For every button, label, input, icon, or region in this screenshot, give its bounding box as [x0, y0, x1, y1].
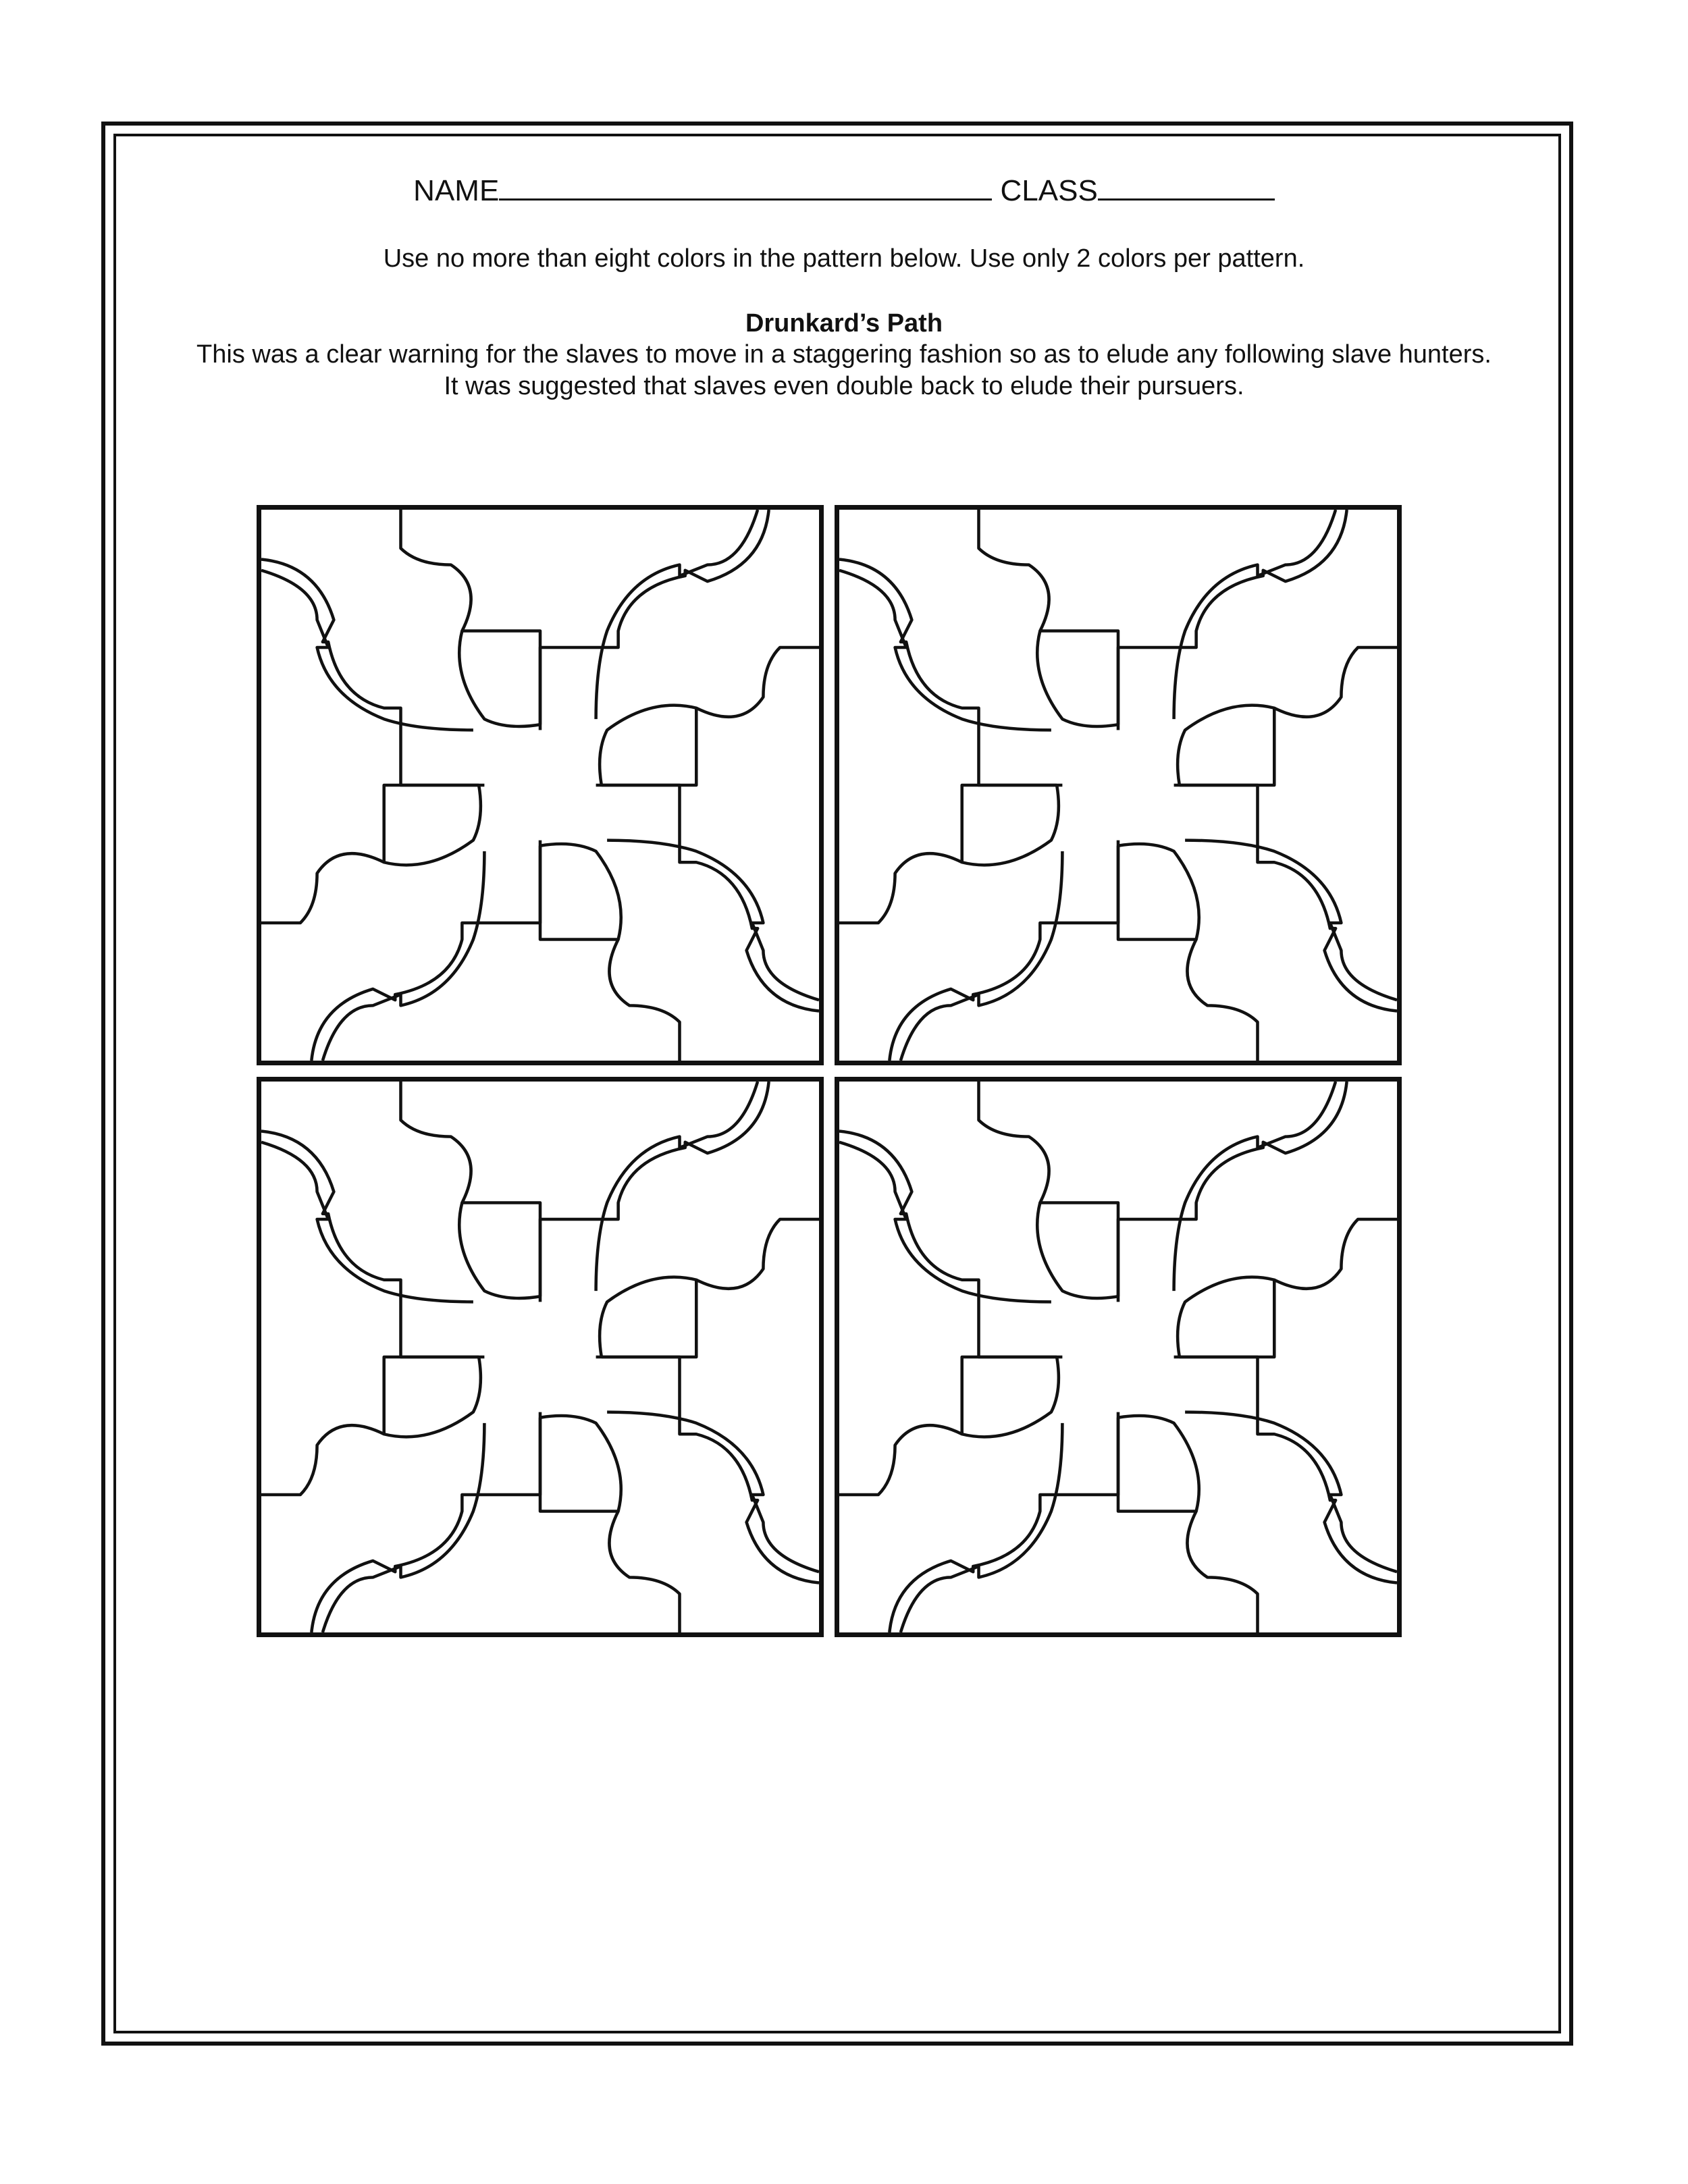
- pattern-curve-1: [602, 1219, 819, 1357]
- pattern-curve-3: [596, 510, 758, 719]
- pattern-arm-3: [901, 1357, 1397, 1632]
- pattern-curve-1: [401, 1082, 541, 1296]
- pattern-arm-4: [839, 1142, 1118, 1632]
- pattern-curve-2: [1118, 1082, 1347, 1302]
- quilt-pattern-2: [839, 510, 1397, 1061]
- pattern-curve-4: [1037, 631, 1118, 726]
- pattern-curve-3: [607, 1412, 819, 1572]
- pattern-arm-1: [261, 510, 758, 785]
- pattern-curve-1: [979, 1082, 1119, 1296]
- pattern-curve-3: [1185, 1412, 1397, 1572]
- pattern-curve-3: [261, 570, 473, 730]
- pattern-curve-2: [839, 559, 1062, 785]
- pattern-curve-4: [1118, 1416, 1199, 1511]
- pattern-curve-4: [962, 785, 1059, 865]
- pattern-curve-1: [401, 510, 541, 724]
- pattern-curve-4: [1037, 1203, 1118, 1298]
- instructions-text: Use no more than eight colors in the pattern below. Use only 2 colors per pattern.: [383, 244, 1305, 273]
- pattern-curve-4: [384, 785, 481, 865]
- pattern-arm-1: [839, 510, 1336, 785]
- pattern-curve-1: [261, 1357, 479, 1495]
- pattern-curve-4: [540, 844, 621, 939]
- pattern-curve-3: [261, 1142, 473, 1302]
- pattern-curve-1: [602, 647, 819, 785]
- pattern-curve-2: [1118, 510, 1347, 730]
- pattern-curve-4: [384, 1357, 481, 1437]
- pattern-curve-4: [600, 1277, 696, 1357]
- pattern-curve-3: [607, 841, 819, 1001]
- pattern-curve-2: [261, 559, 484, 785]
- pattern-curve-2: [261, 1131, 484, 1357]
- pattern-curve-1: [540, 846, 680, 1061]
- quilt-pattern-1: [261, 510, 819, 1061]
- pattern-curve-1: [839, 785, 1057, 923]
- pattern-curve-4: [1178, 705, 1274, 785]
- name-class-line: [0, 174, 1688, 208]
- quilt-block-4[interactable]: [835, 1077, 1402, 1637]
- pattern-curve-2: [596, 1357, 819, 1583]
- pattern-arm-1: [261, 1082, 758, 1357]
- pattern-curve-3: [1185, 841, 1397, 1001]
- description-line-1: This was a clear warning for the slaves to move in a staggering fashion so as to elude any following slave hunters.: [196, 340, 1492, 369]
- pattern-curve-2: [311, 841, 540, 1061]
- pattern-arm-3: [323, 785, 819, 1061]
- pattern-curve-2: [839, 1131, 1062, 1357]
- class-blank[interactable]: [1098, 176, 1275, 201]
- name-blank[interactable]: [499, 176, 992, 201]
- quilt-block-2[interactable]: [835, 505, 1402, 1065]
- pattern-curve-2: [596, 785, 819, 1011]
- pattern-arm-1: [839, 1082, 1336, 1357]
- pattern-curve-2: [889, 1412, 1118, 1632]
- pattern-curve-3: [901, 1423, 1063, 1632]
- class-label: CLASS: [1000, 174, 1098, 207]
- pattern-curve-3: [1174, 510, 1336, 719]
- pattern-curve-3: [596, 1082, 758, 1291]
- pattern-curve-4: [459, 631, 540, 726]
- quilt-pattern-4: [839, 1082, 1397, 1632]
- pattern-curve-4: [1178, 1277, 1274, 1357]
- pattern-curve-1: [261, 785, 479, 923]
- pattern-curve-2: [1174, 1357, 1397, 1583]
- pattern-curve-1: [1118, 846, 1258, 1061]
- pattern-arm-4: [261, 570, 540, 1061]
- pattern-curve-3: [323, 1423, 485, 1632]
- pattern-arm-3: [901, 785, 1397, 1061]
- pattern-arm-4: [261, 1142, 540, 1632]
- pattern-curve-3: [839, 1142, 1051, 1302]
- pattern-curve-2: [540, 1082, 769, 1302]
- pattern-curve-1: [979, 510, 1119, 724]
- quilt-pattern-3: [261, 1082, 819, 1632]
- pattern-curve-3: [1174, 1082, 1336, 1291]
- pattern-arm-2: [1118, 1082, 1397, 1572]
- pattern-arm-2: [540, 510, 819, 1000]
- pattern-curve-2: [540, 510, 769, 730]
- pattern-curve-4: [540, 1416, 621, 1511]
- pattern-curve-4: [1118, 844, 1199, 939]
- pattern-curve-3: [901, 851, 1063, 1061]
- pattern-curve-4: [459, 1203, 540, 1298]
- pattern-arm-2: [1118, 510, 1397, 1000]
- pattern-curve-4: [962, 1357, 1059, 1437]
- pattern-arm-2: [540, 1082, 819, 1572]
- pattern-curve-2: [311, 1412, 540, 1632]
- quilt-block-1[interactable]: [257, 505, 824, 1065]
- pattern-curve-2: [1174, 785, 1397, 1011]
- description-line-2: It was suggested that slaves even double back to elude their pursuers.: [444, 372, 1244, 400]
- quilt-block-3[interactable]: [257, 1077, 824, 1637]
- pattern-description: [0, 339, 1688, 402]
- pattern-curve-1: [1180, 647, 1397, 785]
- pattern-curve-1: [1118, 1418, 1258, 1632]
- name-label: NAME: [413, 174, 500, 207]
- pattern-curve-1: [540, 1418, 680, 1632]
- pattern-curve-2: [889, 841, 1118, 1061]
- pattern-arm-3: [323, 1357, 819, 1632]
- pattern-curve-3: [323, 851, 485, 1061]
- pattern-arm-4: [839, 570, 1118, 1061]
- pattern-curve-1: [839, 1357, 1057, 1495]
- pattern-curve-1: [1180, 1219, 1397, 1357]
- pattern-curve-4: [600, 705, 696, 785]
- pattern-title: Drunkard’s Path: [745, 309, 943, 338]
- pattern-curve-3: [839, 570, 1051, 730]
